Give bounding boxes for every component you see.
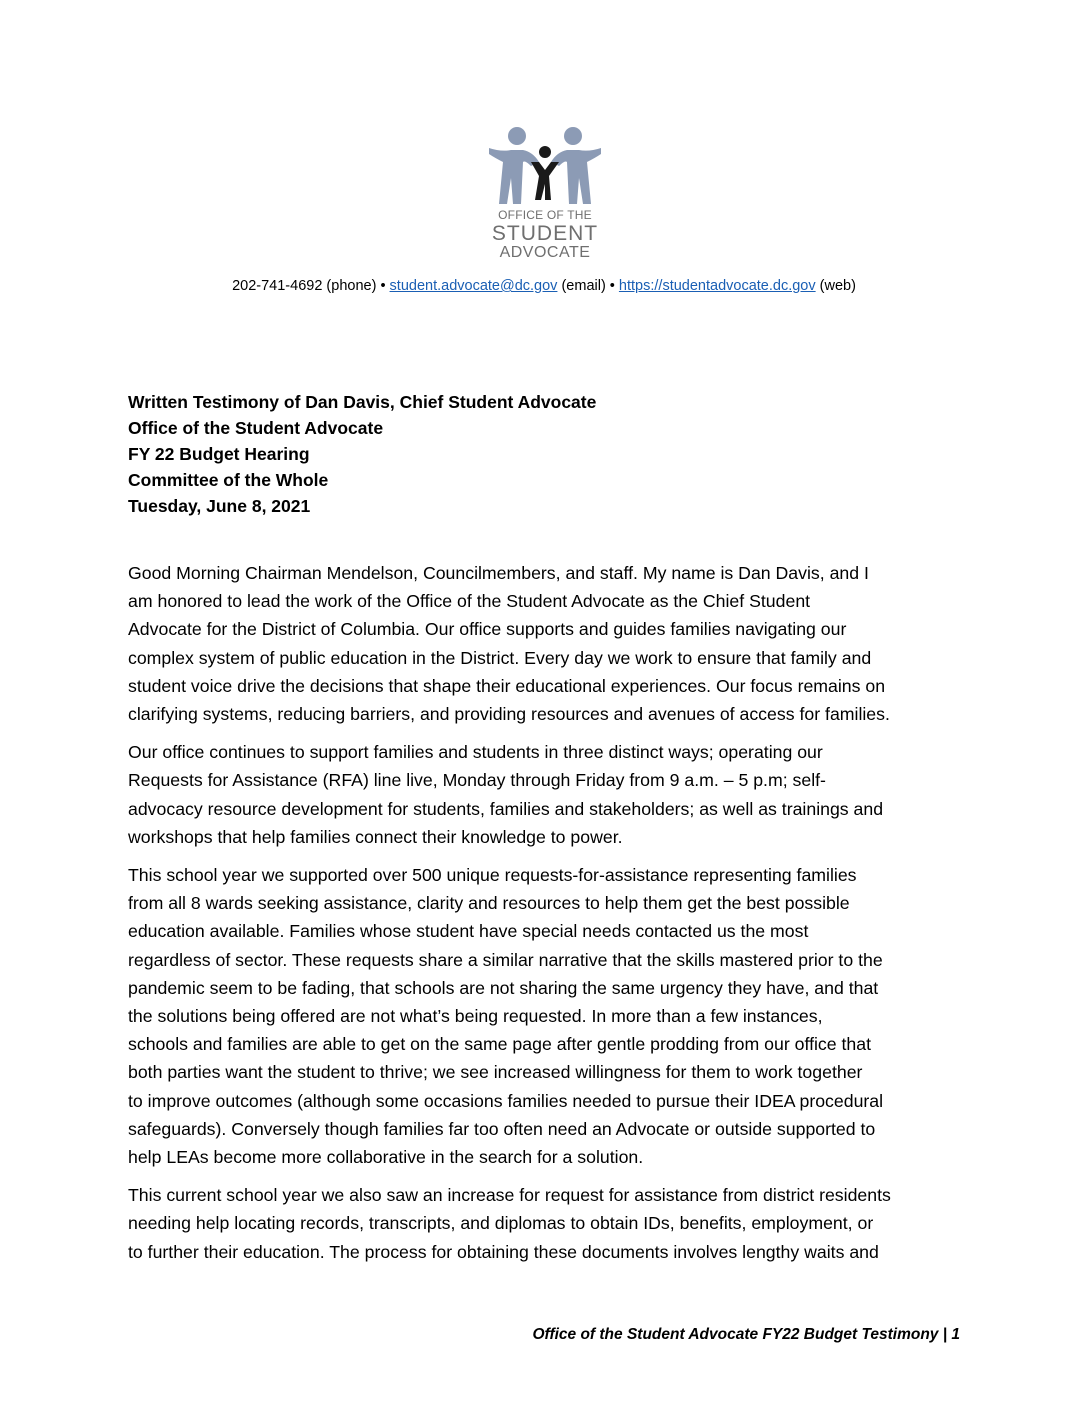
heading-line: Office of the Student Advocate xyxy=(128,418,384,438)
logo-text-office-of-the: OFFICE OF THE xyxy=(498,208,592,222)
text-line: to further their education. The process for obtaining these documents involves lengthy waits and xyxy=(128,1241,879,1262)
text-line: This school year we supported over 500 unique requests-for-assistance representing families xyxy=(128,865,857,886)
page-footer: Office of the Student Advocate FY22 Budget Testimony | 1 xyxy=(532,1326,960,1343)
logo-text-advocate: ADVOCATE xyxy=(499,244,591,261)
web-label: (web) xyxy=(815,278,856,294)
text-line: regardless of sector. These requests share a similar narrative that the skills mastered prior to the xyxy=(128,949,883,970)
text-line: advocacy resource development for students, families and stakeholders; as well as trainings and xyxy=(128,798,884,819)
phone-label: (phone) • xyxy=(322,278,390,294)
email-link[interactable]: student.advocate@dc.gov xyxy=(389,278,558,294)
paragraph-requests xyxy=(128,861,974,1171)
heading-line: FY 22 Budget Hearing xyxy=(128,444,310,464)
heading-line: Committee of the Whole xyxy=(128,470,329,490)
website-link[interactable]: https://studentadvocate.dc.gov xyxy=(618,278,816,294)
paragraph-services xyxy=(128,738,974,851)
text-line: Our office continues to support families and students in three distinct ways; operating our xyxy=(128,742,823,763)
text-line: Good Morning Chairman Mendelson, Councilmembers, and staff. My name is Dan Davis, and I xyxy=(128,563,869,583)
text-line: help LEAs become more collaborative in the search for a solution. xyxy=(128,1147,644,1168)
heading-line: Written Testimony of Dan Davis, Chief Student Advocate xyxy=(128,392,597,412)
text-line: complex system of public education in the District. Every day we work to ensure that family and xyxy=(128,647,872,668)
email-label: (email) • xyxy=(557,278,619,294)
text-line: to improve outcomes (although some occasions families needed to pursue their IDEA procedural xyxy=(128,1090,884,1111)
testimony-body xyxy=(128,559,974,1276)
text-line: Requests for Assistance (RFA) line live, Monday through Friday from 9 a.m. – 5 p.m; self- xyxy=(128,770,826,791)
heading-line: Tuesday, June 8, 2021 xyxy=(128,496,311,516)
text-line: safeguards). Conversely though families far too often need an Advocate or outside supported to xyxy=(128,1118,876,1139)
text-line: Advocate for the District of Columbia. Our office supports and guides families navigating our xyxy=(128,619,847,640)
logo-text-student: STUDENT xyxy=(491,222,599,245)
people-figures-icon xyxy=(487,126,603,208)
text-line: both parties want the student to thrive; we see increased willingness for them to work together xyxy=(128,1062,863,1083)
text-line: needing help locating records, transcripts, and diplomas to obtain IDs, benefits, employment, or xyxy=(128,1213,874,1234)
text-line: from all 8 wards seeking assistance, clarity and resources to help them get the best possible xyxy=(128,893,850,914)
text-line: schools and families are able to get on the same page after gentle prodding from our office that xyxy=(128,1034,872,1055)
testimony-heading xyxy=(128,389,596,519)
paragraph-introduction xyxy=(128,559,974,728)
text-line: workshops that help families connect their knowledge to power. xyxy=(128,826,623,847)
text-line: clarifying systems, reducing barriers, and providing resources and avenues of access for families. xyxy=(128,704,890,725)
text-line: pandemic seem to be fading, that schools are not sharing the same urgency they have, and that xyxy=(128,977,879,998)
text-line: This current school year we also saw an increase for request for assistance from district residents xyxy=(128,1185,891,1206)
paragraph-records xyxy=(128,1181,974,1266)
text-line: student voice drive the decisions that shape their educational experiences. Our focus remains on xyxy=(128,675,886,696)
text-line: the solutions being offered are not what’s being requested. In more than a few instances, xyxy=(128,1006,823,1027)
office-logo xyxy=(487,126,603,262)
text-line: education available. Families whose student have special needs contacted us the most xyxy=(128,921,809,942)
phone-number: 202-741-4692 xyxy=(232,278,323,294)
text-line: am honored to lead the work of the Office of the Student Advocate as the Chief Student xyxy=(128,591,811,612)
contact-line xyxy=(100,277,988,295)
